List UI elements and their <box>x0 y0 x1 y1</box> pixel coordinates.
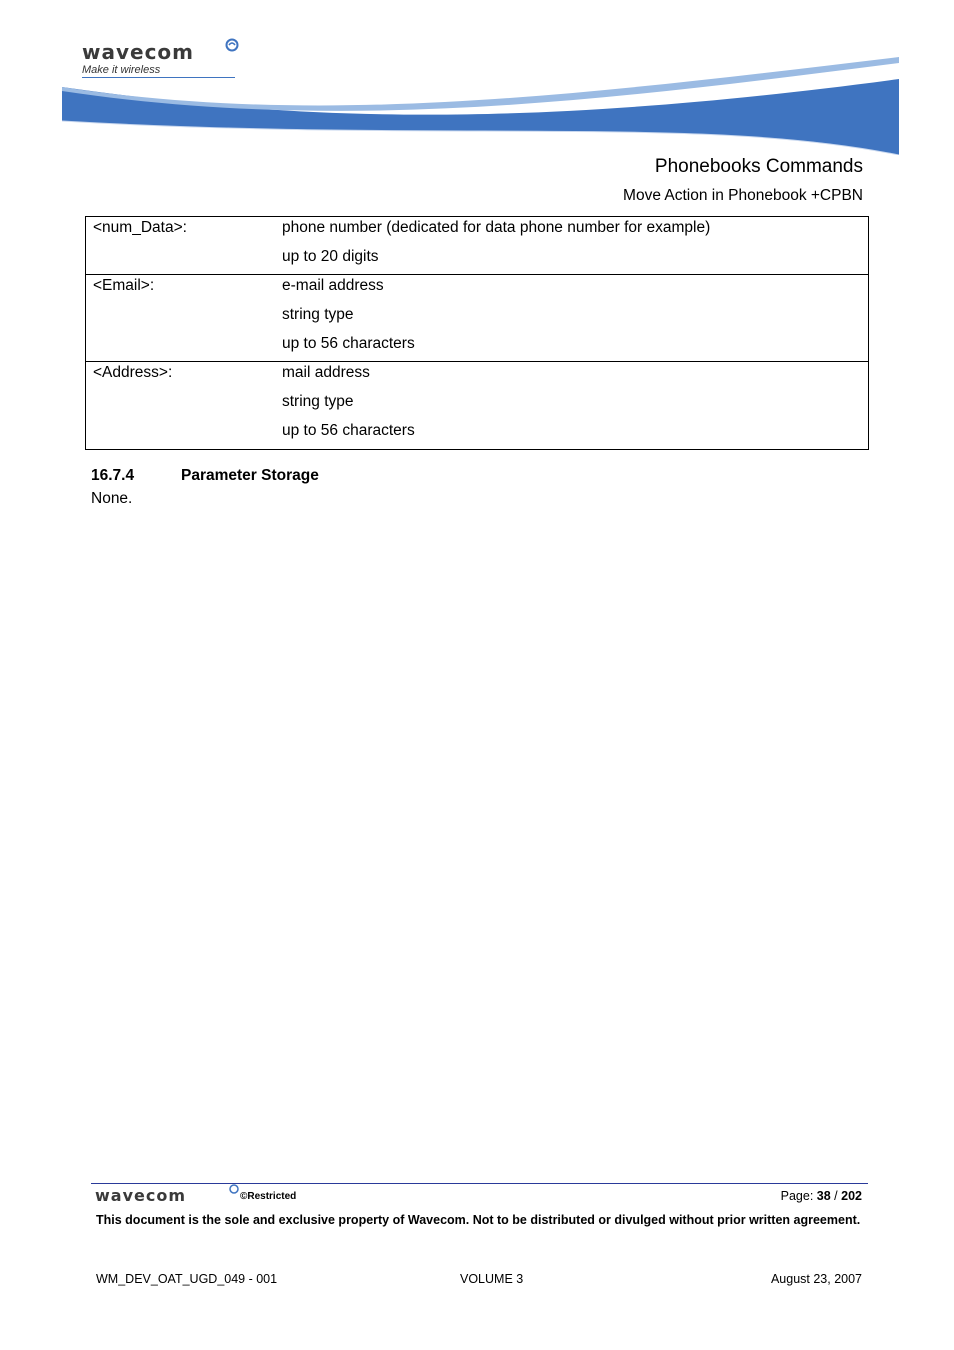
logo-tagline: Make it wireless <box>82 64 161 76</box>
footer-logo-swirl-icon <box>229 1184 239 1194</box>
param-desc-line: up to 20 digits <box>282 247 379 265</box>
footer-rule <box>91 1183 868 1184</box>
section-body: None. <box>91 490 133 507</box>
header-swoosh-banner <box>62 55 899 155</box>
table-row <box>86 217 869 275</box>
page-total: 202 <box>841 1189 862 1203</box>
param-description <box>282 275 869 362</box>
footer-notice: This document is the sole and exclusive property of Wavecom. Not to be distributed or divulged without prior written agreement. <box>96 1213 861 1227</box>
page-separator: / <box>834 1189 838 1203</box>
logo-wordmark: wavecom <box>82 40 195 64</box>
footer-page-number <box>781 1189 862 1203</box>
footer-restricted: ©Restricted <box>240 1191 297 1202</box>
param-desc-line: up to 56 characters <box>282 421 415 439</box>
param-desc-line: e-mail address <box>282 277 384 295</box>
param-description <box>282 217 869 275</box>
table-row <box>86 362 869 449</box>
param-name: <Address>: <box>86 362 283 449</box>
param-desc-line: string type <box>282 393 354 411</box>
param-desc-line: up to 56 characters <box>282 334 415 352</box>
param-desc-line: string type <box>282 306 354 324</box>
logo-swirl-icon <box>225 38 239 52</box>
section-number: 16.7.4 <box>91 467 135 484</box>
parameters-table <box>85 216 869 450</box>
footer-date: August 23, 2007 <box>770 1272 862 1286</box>
footer-volume: VOLUME 3 <box>460 1272 524 1286</box>
param-description <box>282 362 869 449</box>
param-name: <num_Data>: <box>86 217 283 275</box>
param-desc-line: phone number (dedicated for data phone number for example) <box>282 219 711 236</box>
page-label: Page: <box>780 1189 814 1203</box>
section-title: Parameter Storage <box>181 467 319 484</box>
table-row <box>86 275 869 362</box>
param-name: <Email>: <box>86 275 283 362</box>
footer-doc-ref: WM_DEV_OAT_UGD_049 - 001 <box>96 1272 278 1286</box>
page-current: 38 <box>816 1189 831 1203</box>
footer-logo: wavecom <box>95 1186 187 1205</box>
page-subtitle: Move Action in Phonebook +CPBN <box>623 187 863 204</box>
page-title: Phonebooks Commands <box>654 156 863 177</box>
param-desc-line: mail address <box>282 364 370 382</box>
